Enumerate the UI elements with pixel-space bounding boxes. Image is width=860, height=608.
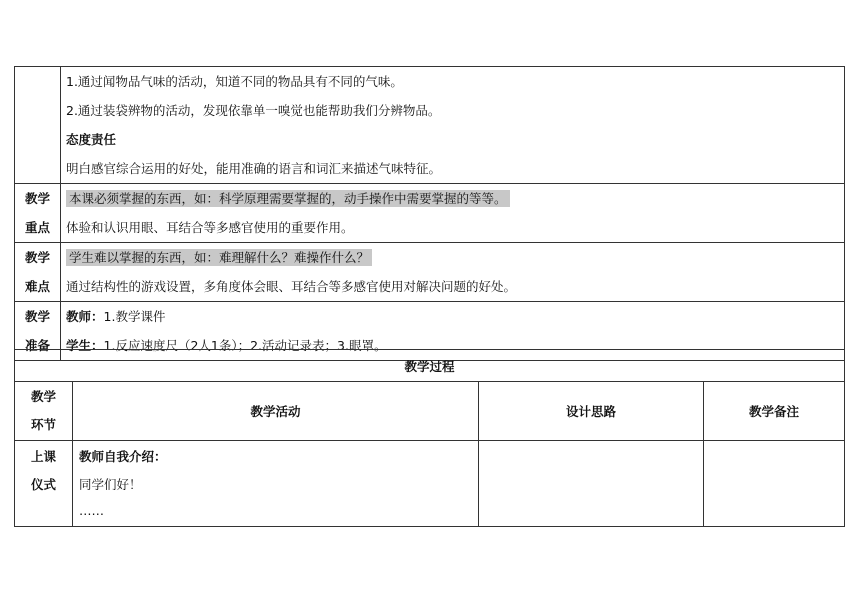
design-cell <box>479 441 704 527</box>
teacher-label: 教师： <box>66 309 104 324</box>
objective-line-2: 2.通过装袋辨物的活动，发现依靠单一嗅觉也能帮助我们分辨物品。 <box>66 103 441 118</box>
process-title: 教学过程 <box>15 350 845 382</box>
objectives-row <box>15 67 845 184</box>
key-points-cell <box>61 184 845 243</box>
activity-heading: 教师自我介绍： <box>79 449 167 464</box>
process-row <box>15 441 845 527</box>
notes-header: 教学备注 <box>704 382 845 441</box>
attitude-text: 明白感官综合运用的好处，能用准确的语言和词汇来描述气味特征。 <box>66 161 442 176</box>
activity-more: …… <box>79 503 104 518</box>
objectives-cell <box>61 67 845 184</box>
objectives-label-cell <box>15 67 61 184</box>
activity-header: 教学活动 <box>73 382 479 441</box>
process-title-row <box>15 350 845 382</box>
notes-cell <box>704 441 845 527</box>
student-label: 学生： <box>66 338 104 353</box>
attitude-heading: 态度责任 <box>66 132 117 147</box>
difficulties-highlight: 学生难以掌握的东西，如：难理解什么？难操作什么？ <box>66 249 372 266</box>
activity-cell <box>73 441 479 527</box>
difficulties-cell <box>61 243 845 302</box>
lesson-info-table <box>14 66 845 361</box>
activity-line: 同学们好！ <box>79 477 142 492</box>
difficulties-text: 通过结构性的游戏设置，多角度体会眼、耳结合等多感官使用对解决问题的好处。 <box>66 279 517 294</box>
key-points-text: 体验和认识用眼、耳结合等多感官使用的重要作用。 <box>66 220 354 235</box>
stage-header: 教学 环节 <box>15 382 73 441</box>
teaching-process-table <box>14 349 845 527</box>
stage-cell: 上课 仪式 <box>15 441 73 527</box>
key-points-label: 教学 重点 <box>15 184 61 243</box>
student-text: 1.反应速度尺（2人1条）；2.活动记录表；3.眼罩。 <box>103 338 387 353</box>
process-header-row <box>15 382 845 441</box>
difficulties-label: 教学 难点 <box>15 243 61 302</box>
key-points-highlight: 本课必须掌握的东西，如：科学原理需要掌握的，动手操作中需要掌握的等等。 <box>66 190 510 207</box>
objective-line-1: 1.通过闻物品气味的活动，知道不同的物品具有不同的气味。 <box>66 74 403 89</box>
preparation-label: 教学 准备 <box>15 302 61 361</box>
key-points-row <box>15 184 845 243</box>
design-header: 设计思路 <box>479 382 704 441</box>
difficulties-row <box>15 243 845 302</box>
teacher-text: 1.教学课件 <box>103 309 166 324</box>
